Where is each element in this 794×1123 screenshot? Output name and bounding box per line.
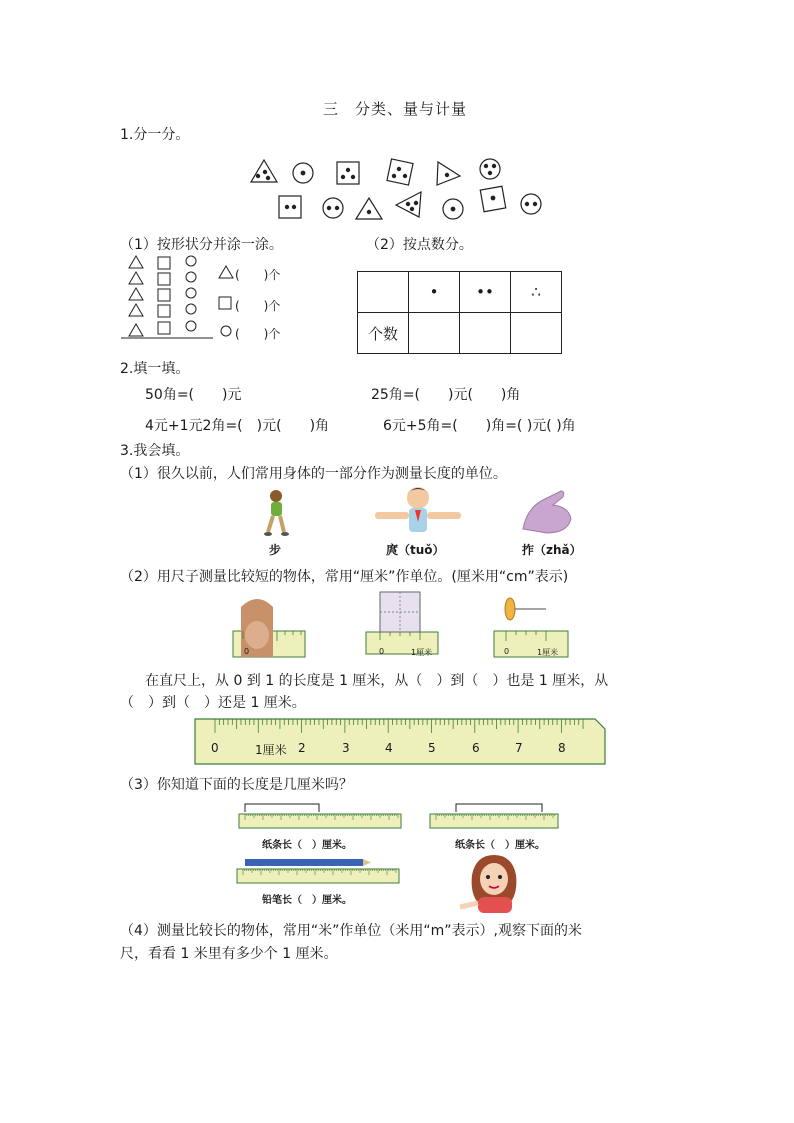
paper-strip-ruler-1 xyxy=(239,802,403,830)
paper-strip-ruler-2 xyxy=(430,802,560,830)
walking-boy-image xyxy=(262,488,292,538)
table-header-one-dot: • xyxy=(409,272,460,313)
arms-spread-boy-image xyxy=(373,486,463,538)
ruler-num-7: 7 xyxy=(515,741,523,755)
q2-item-1[interactable]: 50角=( )元 xyxy=(145,387,242,403)
q3-para-line2: （ ）到（ ）还是 1 厘米。 xyxy=(120,695,306,711)
pin-ruler-image xyxy=(494,597,570,667)
q3-sub4-line2: 尺，看看 1 米里有多少个 1 厘米。 xyxy=(120,946,338,962)
unit-zha-caption: 拃（zhǎ） xyxy=(522,543,582,557)
ruler-c-one: 1厘米 xyxy=(537,648,559,657)
spanning-hand-image xyxy=(517,489,577,537)
q3-para-line1: 在直尺上，从 0 到 1 的长度是 1 厘米，从（ ）到（ ）也是 1 厘米，从 xyxy=(145,673,609,689)
q3-sub3: （3）你知道下面的长度是几厘米吗？ xyxy=(120,777,353,793)
table-cell-one[interactable] xyxy=(409,313,460,354)
q2-item-4[interactable]: 6元+5角=( )角=( )元( )角 xyxy=(383,418,576,434)
unit-tuo-caption: 庹（tuǒ） xyxy=(386,543,445,557)
q3-sub2: （2）用尺子测量比较短的物体，常用“厘米”作单位。(厘米用“cm”表示) xyxy=(120,569,569,585)
ruler-b-one: 1厘米 xyxy=(411,648,433,657)
ruler-num-6: 6 xyxy=(472,741,480,755)
q3-label: 3.我会填。 xyxy=(120,443,190,459)
q3-sub4-line1: （4）测量比较长的物体，常用“米”作单位（米用“m”表示）,观察下面的米 xyxy=(120,923,583,939)
page-title: 三 分类、量与计量 xyxy=(323,100,468,118)
strip-2-caption[interactable]: 纸条长（ ）厘米。 xyxy=(455,840,545,851)
ruler-num-5: 5 xyxy=(428,741,436,755)
table-header-two-dots: •• xyxy=(460,272,511,313)
ruler-num-1: 1厘米 xyxy=(255,743,287,757)
strip-1-caption[interactable]: 纸条长（ ）厘米。 xyxy=(262,840,352,851)
ruler-num-4: 4 xyxy=(385,741,393,755)
dot-count-table xyxy=(357,271,562,354)
table-header-empty xyxy=(358,272,409,313)
ruler-a-zero: 0 xyxy=(244,647,250,656)
ruler-num-8: 8 xyxy=(558,741,566,755)
ruler-num-3: 3 xyxy=(342,741,350,755)
q1-sub2: （2）按点数分。 xyxy=(366,237,473,253)
ruler-num-2: 2 xyxy=(298,741,306,755)
big-ruler xyxy=(195,719,604,764)
ruler-c-zero: 0 xyxy=(504,647,510,656)
pencil-ruler xyxy=(237,857,401,887)
table-cell-three[interactable] xyxy=(511,313,562,354)
table-header-three-dots: ∴ xyxy=(511,272,562,313)
ruler-num-0: 0 xyxy=(211,741,219,755)
q1-sub1: （1）按形状分并涂一涂。 xyxy=(120,237,283,253)
q2-item-3[interactable]: 4元+1元2角=( )元( )角 xyxy=(145,418,330,434)
tally-square-blank[interactable]: ( )个 xyxy=(235,299,281,313)
tally-triangle-blank[interactable]: ( )个 xyxy=(235,268,281,282)
tally-circle-blank[interactable]: ( )个 xyxy=(235,327,281,341)
unit-step-caption: 步 xyxy=(269,543,282,557)
teacher-image xyxy=(454,853,534,913)
q2-label: 2.填一填。 xyxy=(120,361,190,377)
table-row-label: 个数 xyxy=(358,313,409,354)
q3-sub1: （1）很久以前，人们常用身体的一部分作为测量长度的单位。 xyxy=(120,466,507,482)
pencil-caption[interactable]: 铅笔长（ ）厘米。 xyxy=(262,895,352,906)
q2-item-2[interactable]: 25角=( )元( )角 xyxy=(371,387,521,403)
table-cell-two[interactable] xyxy=(460,313,511,354)
q1-label: 1.分一分。 xyxy=(120,127,190,143)
ruler-b-zero: 0 xyxy=(379,647,385,656)
